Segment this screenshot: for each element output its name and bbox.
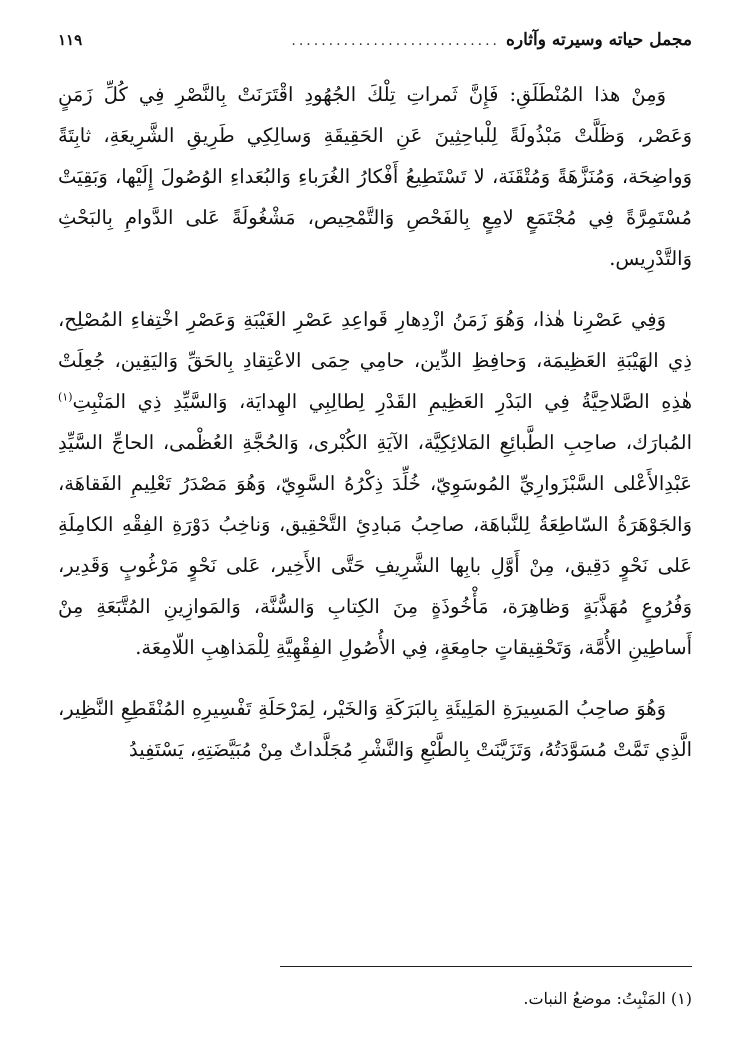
page-number: ١١٩ [58, 31, 83, 49]
running-header [58, 22, 692, 60]
footnote-reference: (١) [58, 390, 73, 404]
paragraph-2-part-a: وَفِي عَصْرِنا هٰذا، وَهُوَ زَمَنُ ازْدِهارِ قَواعِدِ عَصْرِ الغَيْبَةِ وَعَصْرِ اخْتِفاءِ المُصْلِح، ذِي الهَيْبَةِ العَظِيمَة، وَحافِظِ الدِّين، حامِي حِمَى الاعْتِقادِ بِالحَقِّ وَاليَقِين، جُعِلَتْ هٰذِهِ الصَّلاحِيَّةُ فِي البَدْرِ العَظِيمِ القَدْرِ لِطالِبِي الهِدايَة، وَالسَّيِّدِ ذِي المَنْبِتِ [58, 308, 692, 413]
footnote-separator [280, 966, 692, 967]
running-header-title: مجمل حياته وسيرته وآثاره [506, 30, 692, 50]
main-text [58, 74, 692, 770]
paragraph-2-part-b: المُبارَك، صاحِبِ الطَّبائِعِ المَلائِكِيَّة، الآيَةِ الكُبْرى، وَالحُجَّةِ العُظْمى، الحاجِّ السَّيِّدِ عَبْدِالأَعْلى السَّبْزَوارِيِّ المُوسَوِيّ، خُلِّدَ ذِكْرُهُ السَّوِيّ، وَهُوَ مَصْدَرُ تَعْلِيمِ الفَقاهَة، وَالجَوْهَرَةُ السّاطِعَةُ لِلنَّباهَة، صاحِبُ مَبادِئِ التَّحْقِيق، وَناخِبُ دَوْرَةِ الفِقْهِ الكامِلَةِ عَلى نَحْوٍ دَقِيق، مِنْ أَوَّلِ بابِها الشَّرِيفِ حَتَّى الأَخِير، عَلى نَحْوٍ مَرْغُوبٍ وَقَدِير، وَفُرُوعٍ مُهَذَّبَةٍ وَظاهِرَة، مَأْخُوذَةٍ مِنَ الكِتابِ وَالسُّنَّة، وَالمَوازِينِ المُتَّبَعَةِ مِنْ أَساطِينِ الأُمَّة، وَتَحْقِيقاتٍ جامِعَةٍ، فِي الأُصُولِ الفِقْهِيَّةِ لِلْمَذاهِبِ اللّامِعَة. [58, 431, 692, 659]
footnote: (١) المَنْبِتُ: موضعُ النبات. [523, 989, 692, 1008]
paragraph-2 [58, 299, 692, 668]
leader-dots: ............................ [291, 33, 501, 49]
book-page [58, 22, 692, 1042]
paragraph-3: وَهُوَ صاحِبُ المَسِيرَةِ المَلِيئَةِ بِالبَرَكَةِ وَالخَيْر، لِمَرْحَلَةِ تَفْسِيرِهِ المُنْقَطِعِ النَّظِير، الَّذِي تَمَّتْ مُسَوَّدَتُهُ، وَتَزَيَّنَتْ بِالطَّبْعِ وَالنَّشْرِ مُجَلَّداتٌ مِنْ مُبَيَّضَتِهِ، يَسْتَفِيدُ [58, 697, 692, 761]
paragraph-1: وَمِنْ هذا المُنْطَلَقِ: فَإِنَّ ثَمراتِ تِلْكَ الجُهُودِ اقْتَرَنَتْ بِالنَّصْرِ فِي كُلِّ زَمَنٍ وَعَصْر، وَظَلَّتْ مَبْذُولَةً لِلْباحِثِينَ عَنِ الحَقِيقَةِ وَسالِكِي طَرِيقِ الشَّرِيعَةِ، ثابِتَةً وَواضِحَة، وَمُنَزَّهَةً وَمُتْقَنَة، لا تَسْتَطِيعُ أَفْكارُ الغُرَباءِ وَالبُعَداءِ الوُصُولَ إِلَيْها، وَبَقِيَتْ مُسْتَمِرَّةً فِي مُجْتَمَعٍ لامِعٍ بِالفَحْصِ وَالتَّمْحِيص، مَشْغُولَةً عَلى الدَّوامِ بِالبَحْثِ وَالتَّدْرِيس. [58, 83, 692, 270]
